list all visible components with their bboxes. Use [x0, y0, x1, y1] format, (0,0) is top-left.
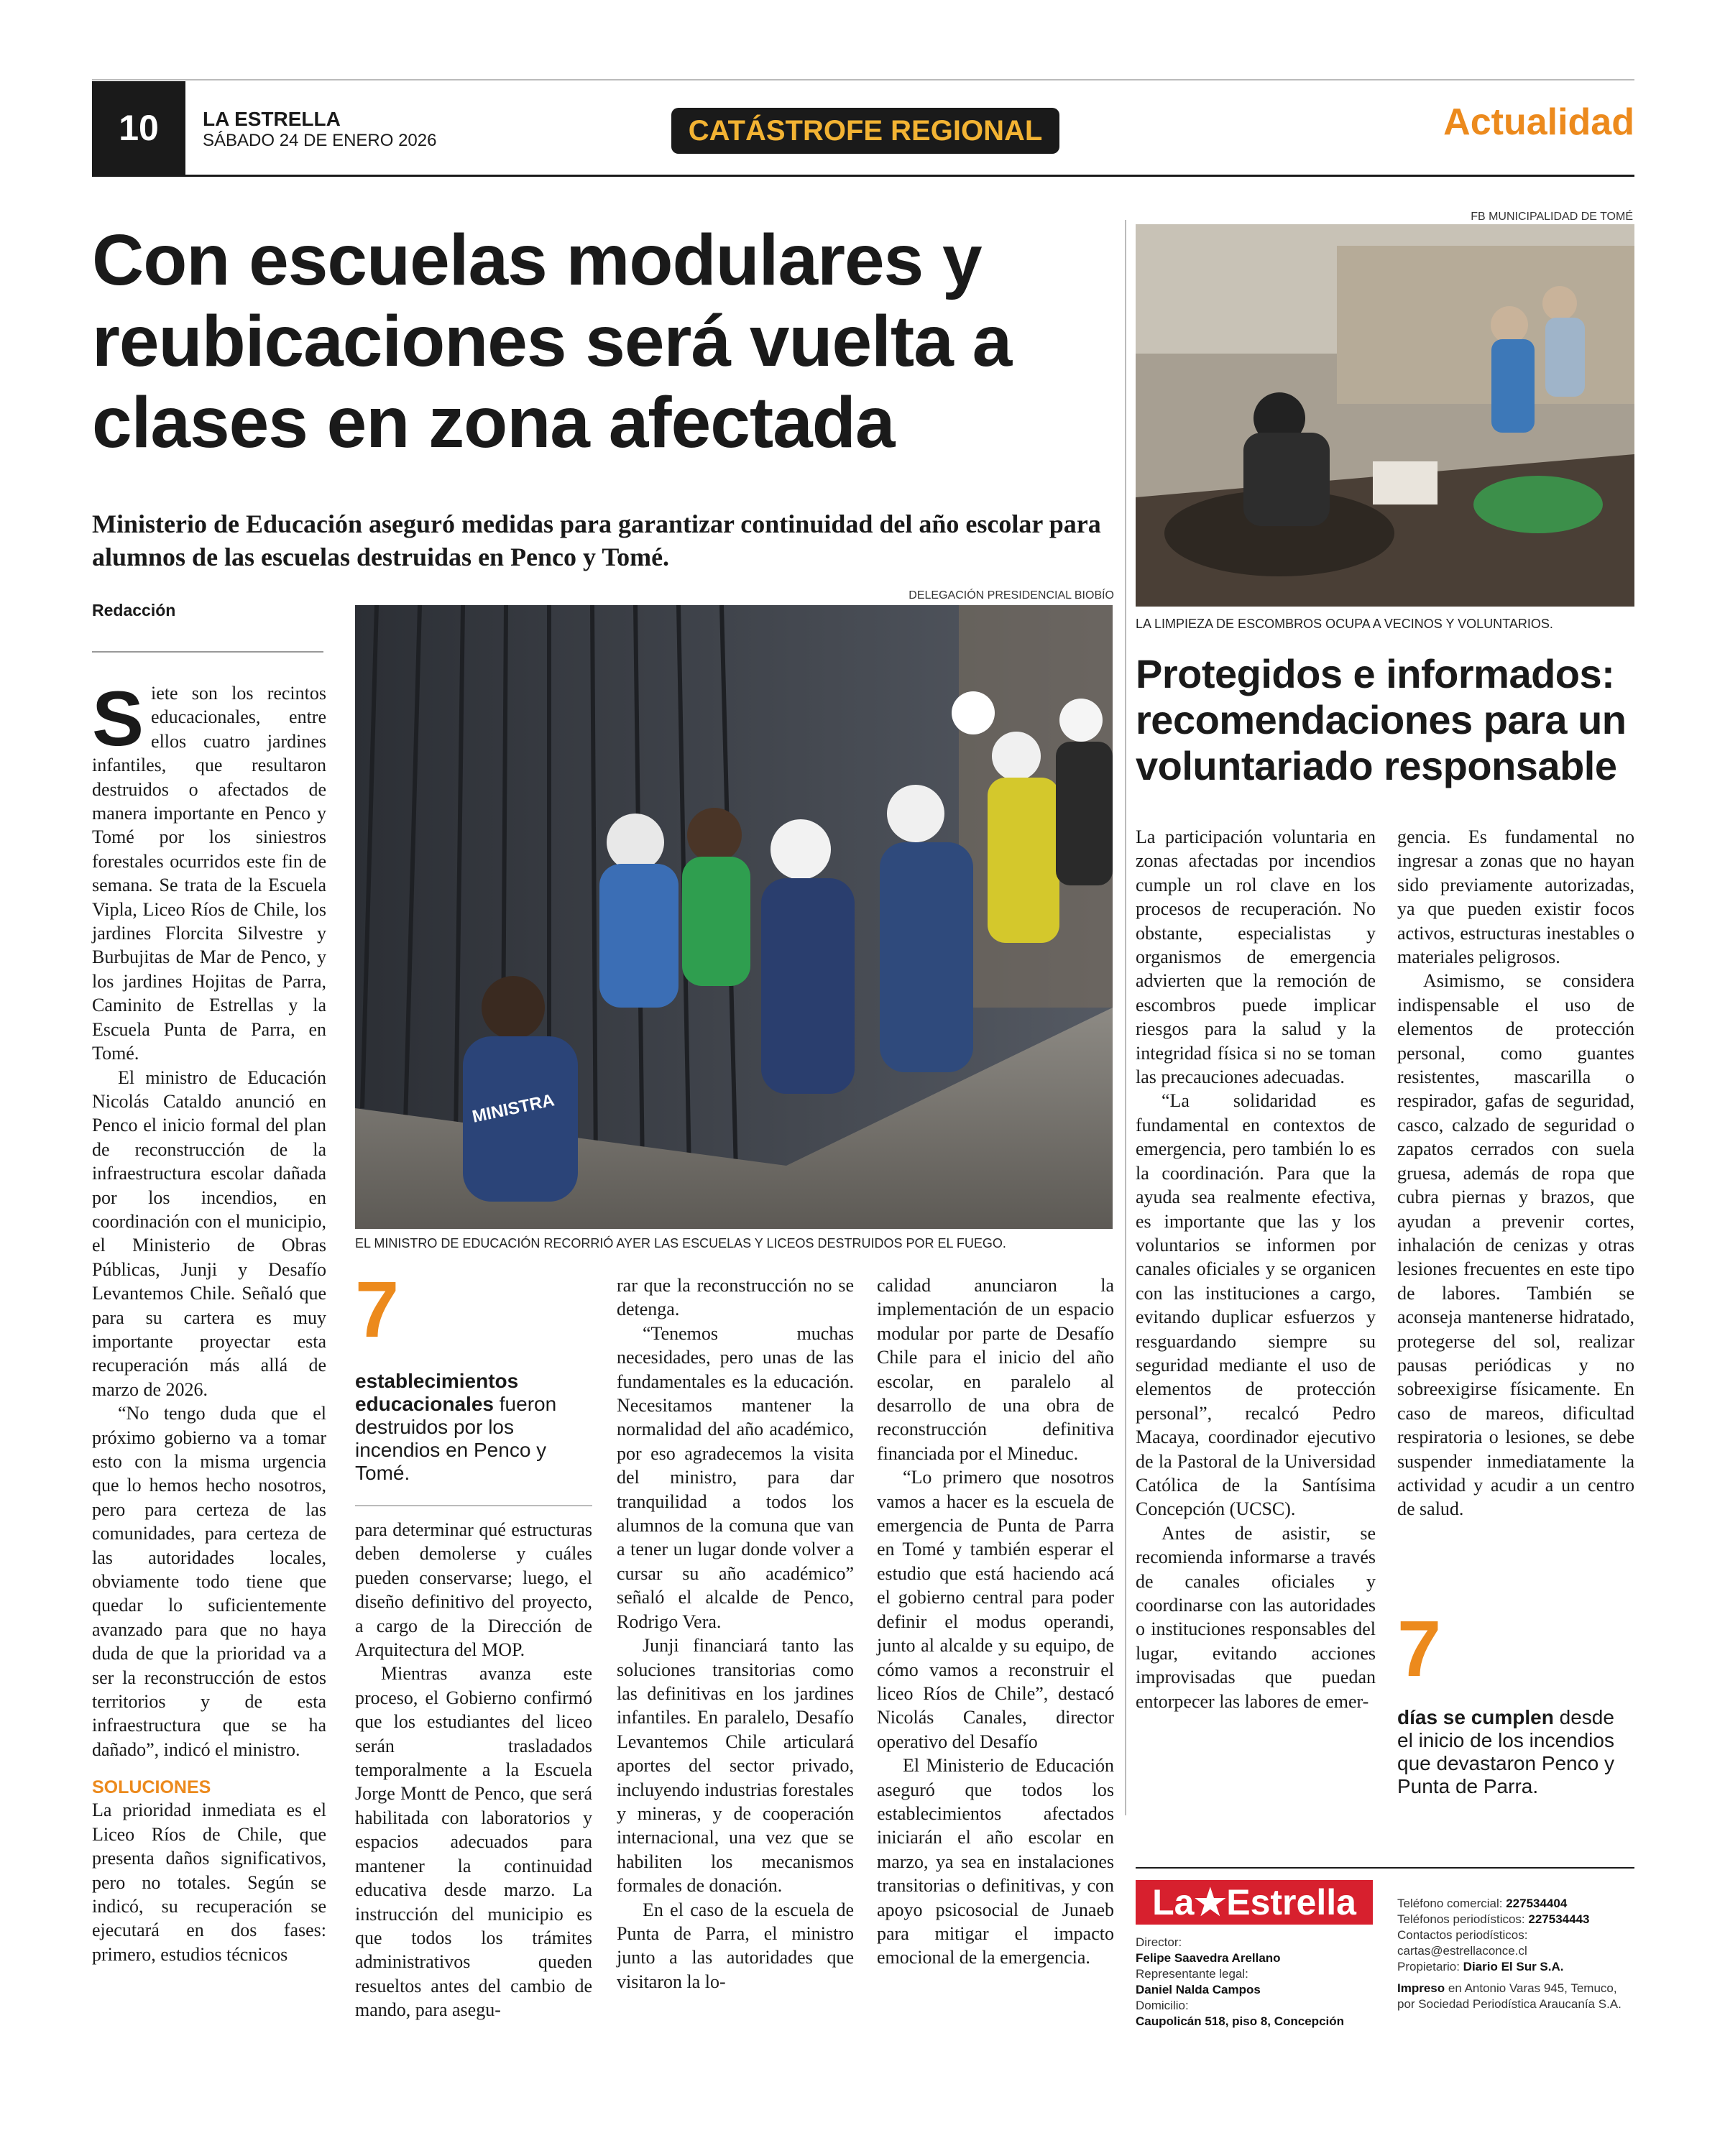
- section-label: CATÁSTROFE REGIONAL: [671, 108, 1059, 154]
- paragraph: Junji financiará tanto las soluciones transitorias como las definitivas en los jardines infantiles. En paralelo, Desafío Levantemos Chile articulará aportes del sector privado, incluyendo industrias forestales y mineras, y de cooperación internacional, una vez que se habiliten los mecanismos formales de donación.: [617, 1635, 854, 1897]
- paragraph: “La solidaridad es fundamental en contextos de emergencia, pero también lo es la coordinación. Para que la ayuda sea realmente efectiva, es importante que las y los voluntarios se informen por canales oficiales y se organicen con las instituciones a cargo, evitando duplicar esfuerzos y resguardando siempre su seguridad mediante el uso de elementos de protección personal”, recalcó Pedro Macaya, coordinador ejecutivo de la Pastoral de la Universidad Católica de la Santísima Concepción (UCSC).: [1136, 1090, 1376, 1520]
- paragraph: El ministro de Educación Nicolás Cataldo anunció en Penco el inicio formal del plan de reconstrucción de la infraestructura escolar dañada por los incendios, en coordinación con el municipio, el Ministerio de Obras Públicas, Junji y Desafío Levantemos Chile. Señaló que para su cartera es muy importante proyectar esta recuperación más allá de marzo de 2026.: [92, 1067, 326, 1400]
- address: Caupolicán 518, piso 8, Concepción: [1136, 2014, 1345, 2028]
- sidebar-title: Protegidos e informados: recomendaciones para un voluntariado responsable: [1136, 651, 1627, 788]
- publication-date: SÁBADO 24 DE ENERO 2026: [203, 131, 437, 150]
- sidebar-photo-caption: LA LIMPIEZA DE ESCOMBROS OCUPA A VECINOS Y VOLUNTARIOS.: [1136, 617, 1553, 631]
- paragraph: para determinar qué estructuras deben demolerse y cuáles pueden conservarse; luego, el diseño definitivo del proyecto, a cargo de la Dirección de Arquitectura del MOP.: [355, 1519, 592, 1661]
- address-label: Domicilio:: [1136, 1999, 1189, 2012]
- owner: Diario El Sur S.A.: [1463, 1960, 1564, 1973]
- factoid-text: [1397, 1706, 1634, 1798]
- rep-label: Representante legal:: [1136, 1967, 1248, 1981]
- article-column-1: [92, 675, 326, 1966]
- topic-label: Actualidad: [1443, 101, 1634, 143]
- header-top-rule: [92, 79, 1634, 80]
- paragraph: calidad anunciaron la implementación de un espacio modular por parte de Desafío Chile para el inicio del año escolar, en paralelo al desarrollo de una obra de reconstrucción definitiva financiada por el Mineduc.: [877, 1275, 1114, 1464]
- sidebar-column-a: [1136, 825, 1376, 1713]
- rep-name: Daniel Nalda Campos: [1136, 1983, 1261, 1996]
- owner-label: Propietario:: [1397, 1960, 1460, 1973]
- paragraph: Mientras avanza este proceso, el Gobierno confirmó que los estudiantes del liceo serán trasladados temporalmente a la Escuela Jorge Montt de Penco, que será habilitada con laboratorios y espacios adecuados para mantener la continuidad educativa desde marzo. La instrucción del municipio es que todos los trámites administrativos queden resueltos antes del cambio de mando, para asegu-: [355, 1663, 592, 2021]
- sidebar-photo: [1136, 224, 1634, 607]
- print-label: Impreso: [1397, 1981, 1445, 1995]
- article-column-2: [355, 1518, 592, 2022]
- paragraph: En el caso de la escuela de Punta de Parra, el ministro junto a las autoridades que visitaron la lo-: [617, 1899, 854, 1992]
- director-name: Felipe Saavedra Arellano: [1136, 1951, 1281, 1965]
- publication-name: LA ESTRELLA: [203, 108, 341, 130]
- article-column-4: [877, 1273, 1114, 1970]
- factoid-bold: días se cumplen: [1397, 1706, 1554, 1728]
- header-bottom-rule: [92, 175, 1634, 177]
- factoid-text: [355, 1370, 578, 1485]
- byline: Redacción: [92, 601, 176, 619]
- factoid-number: 7: [1397, 1605, 1442, 1693]
- sidebar-column-b: [1397, 825, 1634, 1521]
- paragraph: “No tengo duda que el próximo gobierno va a tomar esto con la misma urgencia que lo hemos hecho nosotros, pero para certeza de las comunidades, para certeza de las autoridades locales, obviamente todo tiene que quedar lo suficientemente avanzado para que no haya duda de que la prioridad va a ser la reconstrucción de estos territorios y de esta infraestructura que se ha dañado”, indicó el ministro.: [92, 1403, 326, 1760]
- factoid-rest: desde el inicio de los incendios que devastaron Penco y Punta de Parra.: [1397, 1706, 1614, 1797]
- subsection-heading: SOLUCIONES: [92, 1777, 211, 1798]
- paragraph: Antes de asistir, se recomienda informarse a través de canales oficiales y coordinarse con las autoridades o instituciones responsables del lugar, evitando acciones improvisadas que puedan entorpecer las labores de emer-: [1136, 1522, 1376, 1712]
- contact-email: cartas@estrellaconce.cl: [1397, 1944, 1527, 1958]
- paragraph: “Tenemos muchas necesidades, pero unas de las fundamentales es la educación. Necesitamos mantener la normalidad del año académico, por eso agradecemos la visita del ministro, para dar tranquilidad a todos los alumnos de la comuna que van a tener un lugar donde volver a cursar su año académico” señaló el alcalde de Penco, Rodrigo Vera.: [617, 1322, 854, 1632]
- main-photo-illustration: [355, 605, 1113, 1229]
- lead-paragraph: [92, 675, 326, 1066]
- paragraph: rar que la reconstrucción no se detenga.: [617, 1275, 854, 1320]
- paragraph: “Lo primero que nosotros vamos a hacer es la escuela de emergencia de Punta de Parra en Tomé y también esperar el estudio que está haciendo acá el gobierno central para poder definir el modus operandi, junto al alcalde y su equipo, de cómo vamos a reconstruir el liceo Ríos de Chile”, destacó Nicolás Canales, director operativo del Desafío: [877, 1467, 1114, 1752]
- masthead-contacts: [1397, 1896, 1634, 2012]
- paragraph: El Ministerio de Educación aseguró que todos los establecimientos afectados iniciarán el año escolar en marzo, ya sea en instalaciones transitorias o definitivas, y con apoyo psicosocial de Junaeb para mitigar el impacto emocional de la emergencia.: [877, 1755, 1114, 1968]
- sidebar-photo-credit: FB MUNICIPALIDAD DE TOMÉ: [1471, 211, 1633, 223]
- director-label: Director:: [1136, 1935, 1182, 1949]
- factoid-number: 7: [355, 1266, 400, 1354]
- paragraph: La participación voluntaria en zonas afectadas por incendios cumple un rol clave en los procesos de recuperación. No obstante, especialistas y organismos de emergencia advierten que la remoción de escombros puede implicar riesgos para la salud y la integridad física si no se toman las precauciones adecuadas.: [1136, 826, 1376, 1088]
- factoid-bold: establecimientos educacionales: [355, 1370, 519, 1415]
- paragraph: La prioridad inmediata es el Liceo Ríos de Chile, que presenta daños significativos, pero no totales. Según se indicó, su recuperación se ejecutará en dos fases: primero, estudios técnicos: [92, 1800, 326, 1965]
- main-photo: [355, 605, 1113, 1229]
- page-number: 10: [92, 81, 185, 175]
- tel-per: 227534443: [1528, 1912, 1590, 1926]
- dropcap: S: [92, 675, 144, 762]
- factoid-rule: [355, 1505, 592, 1506]
- tel-com-label: Teléfono comercial:: [1397, 1897, 1503, 1910]
- article-headline: Con escuelas modulares y reubicaciones será vuelta a clases en zona afectada: [92, 220, 1012, 463]
- byline-rule: [92, 651, 323, 653]
- masthead-staff: [1136, 1935, 1394, 2030]
- lead-text: iete son los recintos educacionales, entre ellos cuatro jardines infantiles, que resultaron destruidos o afectados de manera importante en Penco y Tomé por los siniestros forestales ocurridos este fin de semana. Se trata de la Escuela Vipla, Liceo Ríos de Chile, los jardines Florcita Silvestre y Burbujitas de Mar de Penco, y los jardines Hojitas de Parra, Caminito de Estrellas y la Escuela Punta de Parra, en Tomé.: [92, 683, 326, 1064]
- vest-text: MINISTRA: [470, 1090, 556, 1127]
- factoid-rest: fueron destruidos por los incendios en Penco y Tomé.: [355, 1393, 557, 1484]
- main-photo-caption: EL MINISTRO DE EDUCACIÓN RECORRIÓ AYER LAS ESCUELAS Y LICEOS DESTRUIDOS POR EL FUEGO.: [355, 1236, 1006, 1250]
- article-subhead: Ministerio de Educación aseguró medidas para garantizar continuidad del año escolar para alumnos de las escuelas destruidas en Penco y Tomé.: [92, 510, 1101, 571]
- article-column-3: [617, 1273, 854, 1994]
- sidebar-photo-illustration: [1136, 224, 1634, 607]
- tel-com: 227534404: [1506, 1897, 1568, 1910]
- paragraph: gencia. Es fundamental no ingresar a zonas que no hayan sido previamente autorizadas, ya que pueden existir focos activos, estructuras inestables o materiales peligrosos.: [1397, 826, 1634, 968]
- sidebar-divider: [1125, 220, 1126, 1815]
- tel-per-label: Teléfonos periodísticos:: [1397, 1912, 1525, 1926]
- print-text: en Antonio Varas 945, Temuco, por Sociedad Periodística Araucanía S.A.: [1397, 1981, 1622, 2011]
- paragraph: Asimismo, se considera indispensable el uso de elementos de protección personal, como guantes resistentes, mascarilla o respirador, gafas de seguridad, casco, calzado de seguridad o zapatos cerrados con suela gruesa, además de ropa que cubra piernas y brazos, que ayudan a prevenir cortes, inhalación de cenizas y otras lesiones frecuentes en este tipo de labores. También se aconseja mantenerse hidratado, protegerse del sol, realizar pausas periódicas y no sobreexigirse físicamente. En caso de mareos, dificultad respiratoria o lesiones, se debe suspender inmediatamente la actividad y acudir a un centro de salud.: [1397, 970, 1634, 1520]
- main-photo-credit: DELEGACIÓN PRESIDENCIAL BIOBÍO: [908, 589, 1114, 602]
- la-estrella-logo: La★Estrella: [1136, 1880, 1373, 1925]
- contact-label: Contactos periodísticos:: [1397, 1928, 1528, 1942]
- footer-rule: [1136, 1867, 1634, 1869]
